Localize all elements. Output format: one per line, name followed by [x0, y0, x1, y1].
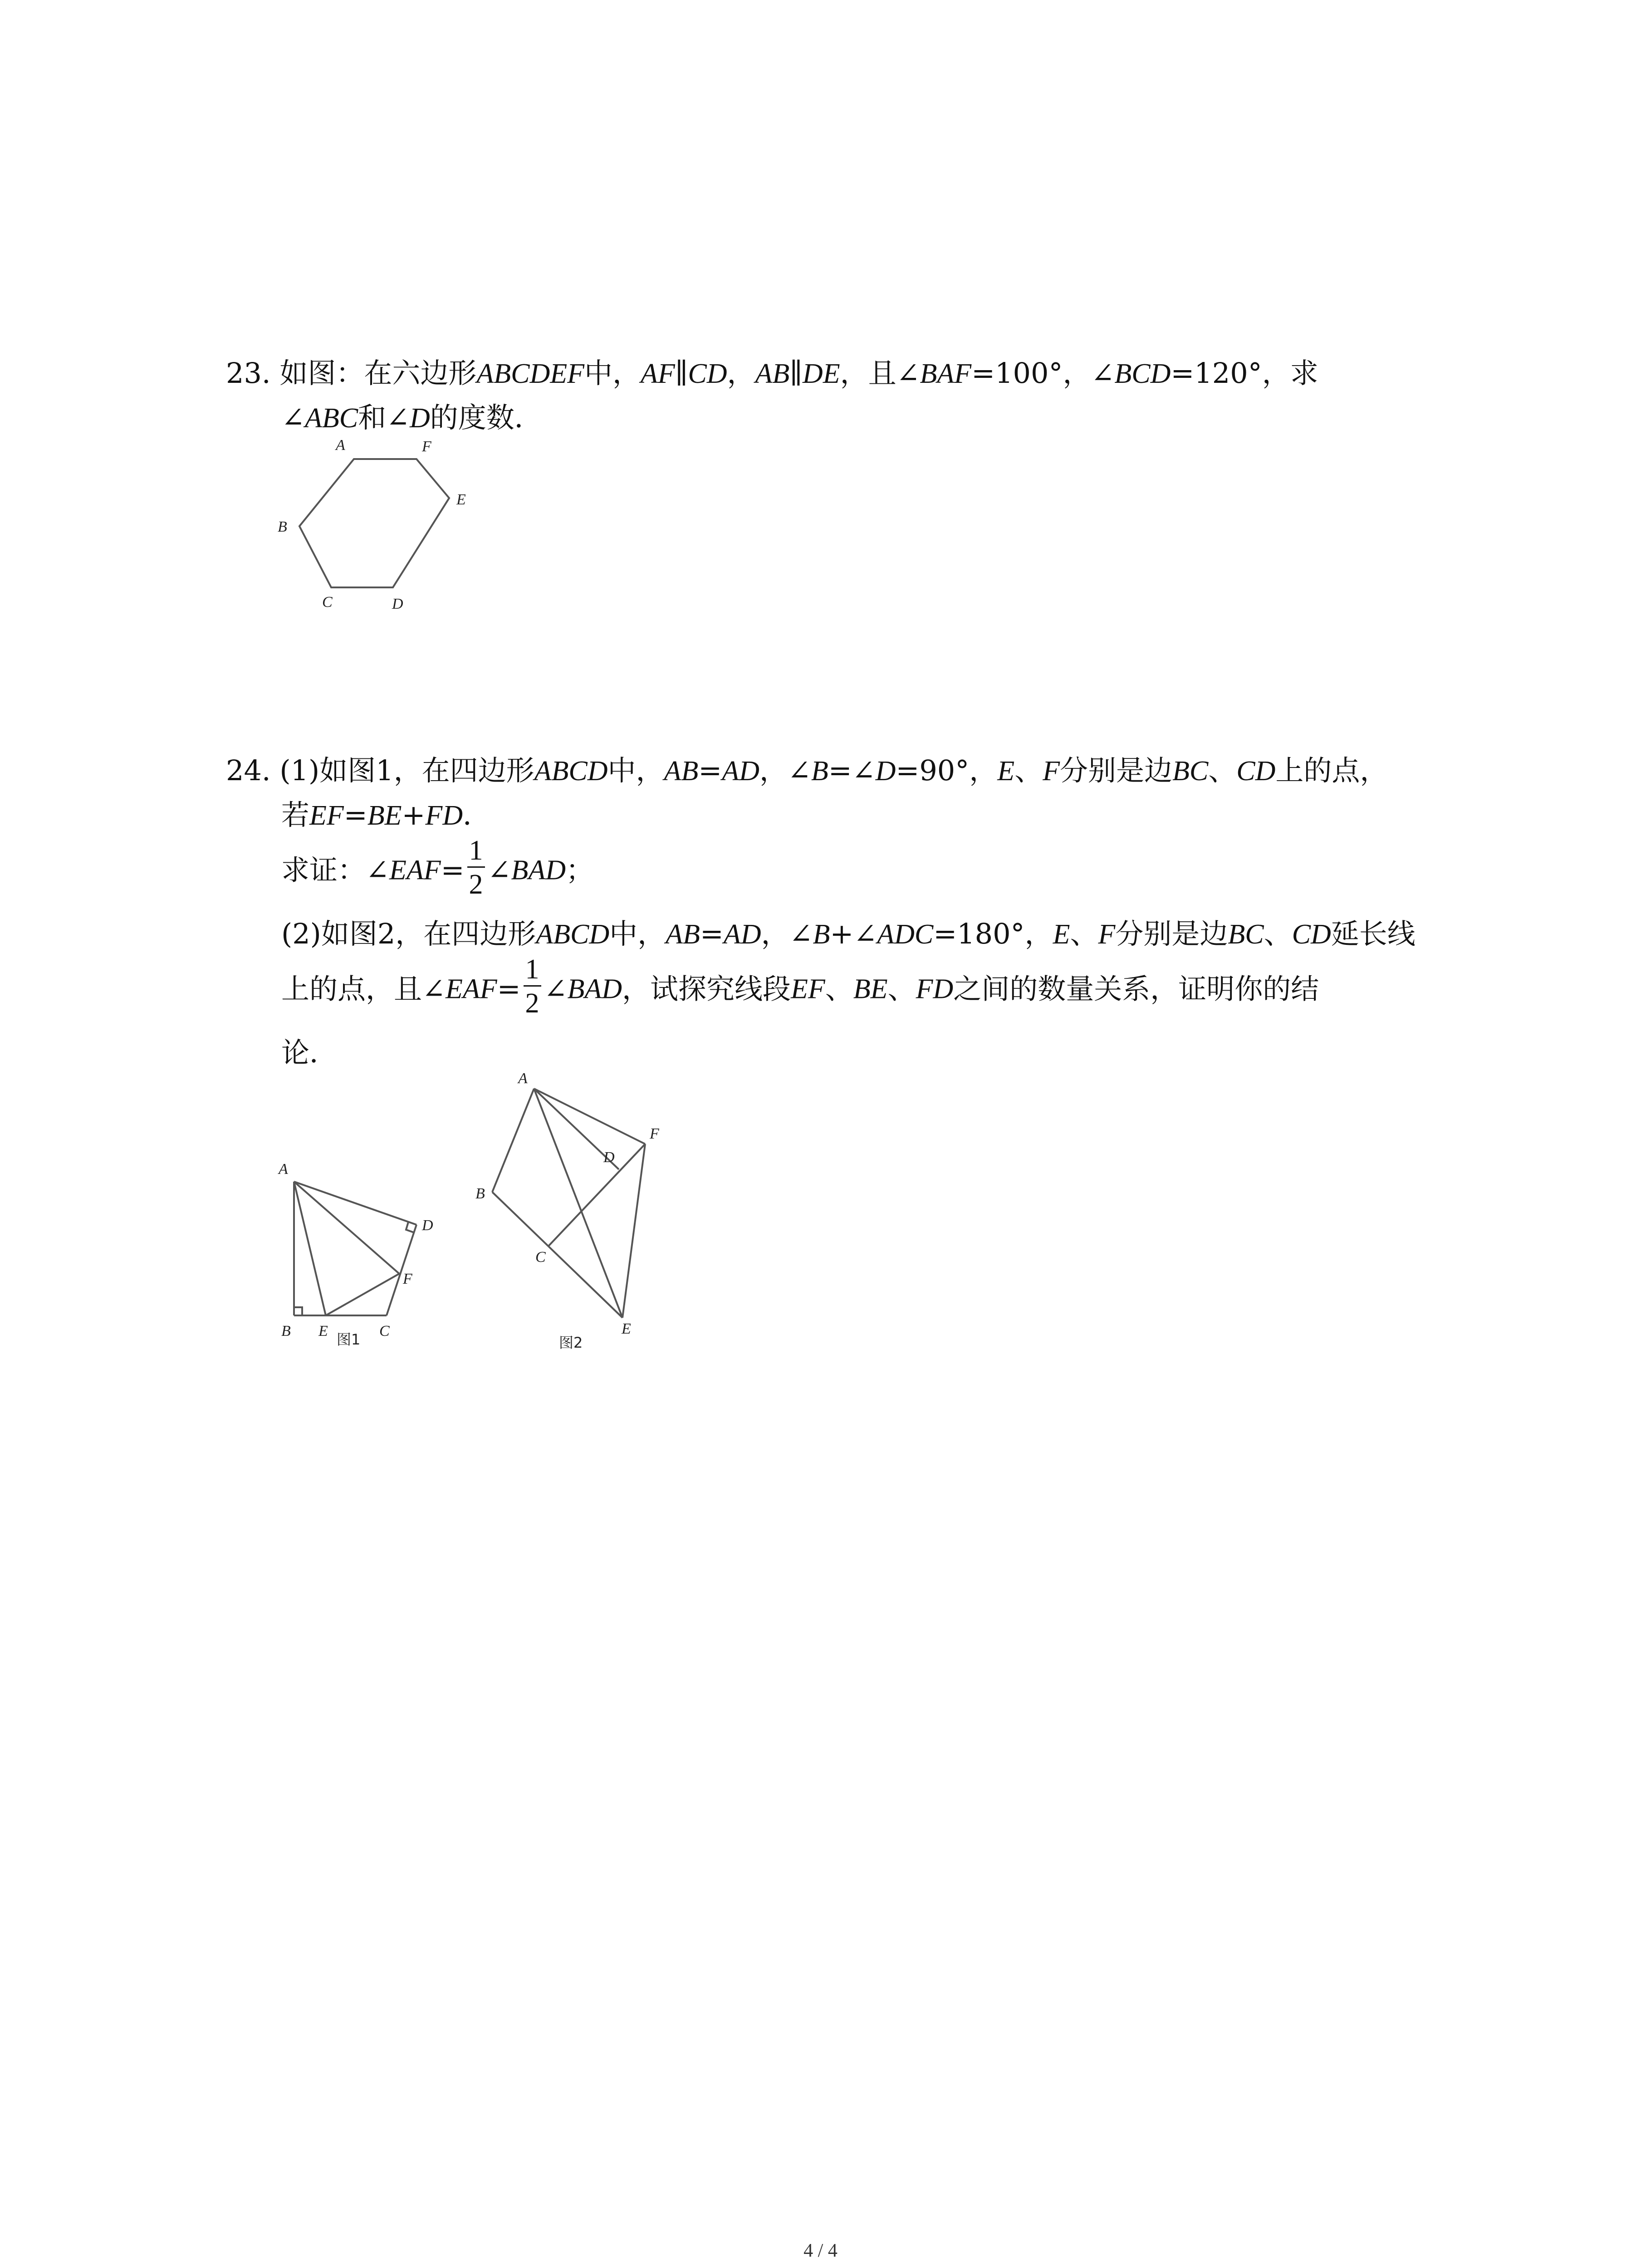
- q24-line-1: 24. (1)如图1，在四边形ABCD中，AB=AD，∠B=∠D=90°，E、F分别是边BC、CD上的点，: [226, 754, 1388, 787]
- hex-label-c: C: [322, 594, 333, 611]
- fraction-one-half: $\frac{1}{2}$: [467, 836, 485, 899]
- fig2-seg-ef: [622, 1144, 645, 1318]
- fig2-label-b: B: [475, 1185, 485, 1202]
- fig1-label-e: E: [318, 1323, 328, 1339]
- hex-label-e: E: [456, 491, 466, 508]
- q23-line-2: ∠ABC和∠D的度数．: [281, 401, 543, 434]
- hex-label-a: A: [336, 437, 345, 454]
- page-number: 4 / 4: [803, 2240, 838, 2261]
- fig2-seg-cf: [548, 1144, 645, 1246]
- hex-label-d: D: [392, 596, 403, 612]
- q24-line-6: 论．: [281, 1036, 338, 1069]
- q24-line-3: 求证：∠EAF= $\frac{1}{2}$ ∠BAD；: [281, 835, 594, 900]
- fig1-label-f: F: [403, 1271, 412, 1287]
- figure-1-caption: 图1: [337, 1331, 361, 1348]
- fig2-label-a: A: [518, 1070, 528, 1087]
- hex-label-f: F: [422, 438, 431, 455]
- q24-number: 24.: [226, 754, 271, 787]
- q23-line-1: 23. 如图：在六边形ABCDEF中，AF∥CD，AB∥DE，且∠BAF=100°，∠BCD=120°，求: [226, 357, 1318, 390]
- q24-line-5: 上的点，且∠EAF= $\frac{1}{2}$ ∠BAD，试探究线段EF、BE、FD之间的数量关系，证明你的结: [281, 954, 1319, 1019]
- fig2-label-c: C: [535, 1249, 546, 1266]
- fig2-label-e: E: [622, 1320, 631, 1337]
- fig2-seg-af: [534, 1089, 645, 1144]
- fig2-label-f: F: [650, 1125, 659, 1142]
- fig1-label-c: C: [379, 1323, 390, 1339]
- fig2-label-d: D: [603, 1149, 615, 1166]
- fig1-label-d: D: [422, 1217, 433, 1234]
- fig1-label-a: A: [279, 1161, 288, 1178]
- fig1-label-b: B: [281, 1323, 291, 1339]
- fig2-seg-ab: [492, 1089, 534, 1192]
- fraction-one-half-2: $\frac{1}{2}$: [524, 955, 541, 1017]
- q24-line-2: 若EF=BE+FD．: [281, 798, 491, 831]
- q24-line-4: (2)如图2，在四边形ABCD中，AB=AD，∠B+∠ADC=180°，E、F分别是边BC、CD延长线: [281, 917, 1416, 950]
- fig2-seg-bc: [492, 1192, 622, 1318]
- hex-label-b: B: [278, 518, 287, 535]
- q23-number: 23.: [226, 357, 271, 390]
- fig2-seg-ae: [534, 1089, 622, 1318]
- figure-2-caption: 图2: [559, 1334, 583, 1351]
